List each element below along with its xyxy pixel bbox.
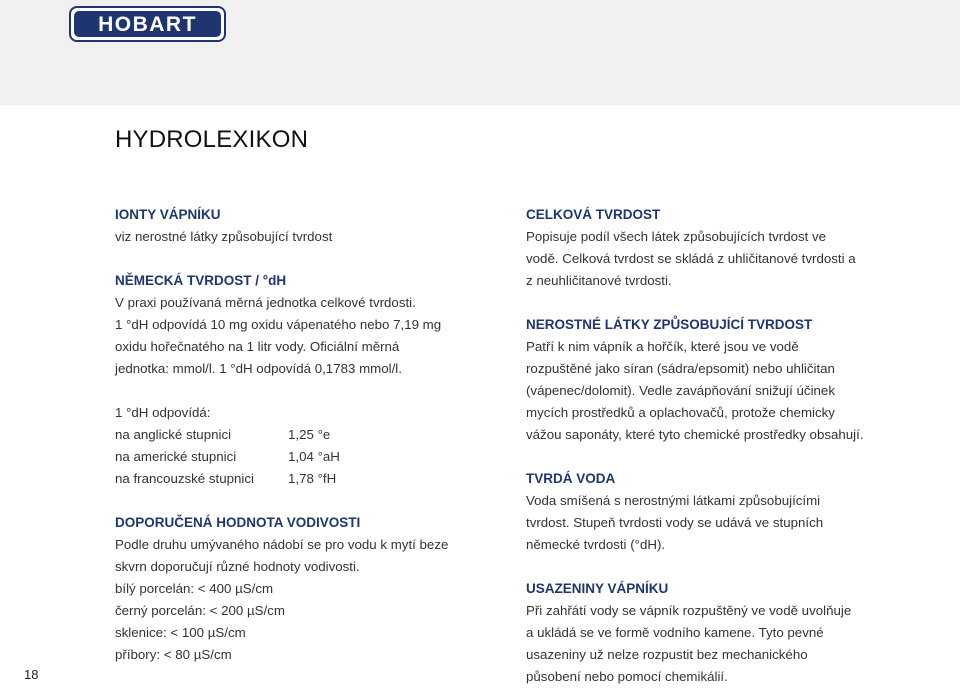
conversion-label: na americké stupnici xyxy=(115,449,237,464)
section-recommended-conductivity xyxy=(115,512,485,666)
body-line: jednotka: mmol/l. 1 °dH odpovídá 0,1783 mmol/l. xyxy=(115,361,402,376)
conversion-intro: 1 °dH odpovídá: xyxy=(115,405,211,420)
body-line: mycích prostředků a oplachovačů, protože chemicky xyxy=(526,405,835,420)
body-line: vážou saponáty, které tyto chemické prostředky obsahují. xyxy=(526,427,864,442)
section-heading: CELKOVÁ TVRDOST xyxy=(526,207,661,222)
conversion-row xyxy=(115,424,485,446)
conversion-row xyxy=(115,468,485,490)
page-title: HYDROLEXIKON xyxy=(115,126,309,153)
conversion-label: na francouzské stupnici xyxy=(115,471,254,486)
conversion-value: 1,78 °fH xyxy=(288,471,337,486)
body-line: příbory: < 80 µS/cm xyxy=(115,647,232,662)
hobart-logo xyxy=(69,6,226,42)
body-line: V praxi používaná měrná jednotka celkové tvrdosti. xyxy=(115,295,416,310)
body-line: rozpuštěné jako síran (sádra/epsomit) nebo uhličitan xyxy=(526,361,835,376)
body-line: Popisuje podíl všech látek způsobujících tvrdost ve xyxy=(526,229,827,244)
body-line: Voda smíšená s nerostnými látkami způsobujícími xyxy=(526,493,821,508)
body-line: bílý porcelán: < 400 µS/cm xyxy=(115,581,274,596)
section-german-hardness xyxy=(115,270,485,490)
body-line: tvrdost. Stupeň tvrdosti vody se udává ve stupních xyxy=(526,515,824,530)
body-line: viz nerostné látky způsobující tvrdost xyxy=(115,229,333,244)
left-column xyxy=(115,204,485,666)
body-line: německé tvrdosti (°dH). xyxy=(526,537,666,552)
body-line: sklenice: < 100 µS/cm xyxy=(115,625,246,640)
logo-text: HOBART xyxy=(98,13,197,36)
section-calcium-ions xyxy=(115,204,485,248)
conversion-label: na anglické stupnici xyxy=(115,427,232,442)
body-line: Při zahřátí vody se vápník rozpuštěný ve vodě uvolňuje xyxy=(526,603,852,618)
body-line: působení nebo pomocí chemikálií. xyxy=(526,669,728,684)
conversion-value: 1,25 °e xyxy=(288,427,331,442)
section-calcium-deposits xyxy=(526,578,926,688)
conversion-value: 1,04 °aH xyxy=(288,449,340,464)
section-heading: USAZENINY VÁPNÍKU xyxy=(526,581,669,596)
section-heading: IONTY VÁPNÍKU xyxy=(115,207,221,222)
conversion-row xyxy=(115,446,485,468)
body-line: oxidu hořečnatého na 1 litr vody. Oficiální měrná xyxy=(115,339,400,354)
body-line: Podle druhu umývaného nádobí se pro vodu k mytí beze xyxy=(115,537,449,552)
body-line: 1 °dH odpovídá 10 mg oxidu vápenatého nebo 7,19 mg xyxy=(115,317,442,332)
section-heading: NĚMECKÁ TVRDOST / °dH xyxy=(115,273,287,288)
section-heading: TVRDÁ VODA xyxy=(526,471,616,486)
header-bar xyxy=(0,0,960,105)
body-line: Patří k nim vápník a hořčík, které jsou ve vodě xyxy=(526,339,799,354)
body-line: usazeniny už nelze rozpustit bez mechanického xyxy=(526,647,808,662)
body-line: vodě. Celková tvrdost se skládá z uhličitanové tvrdosti a xyxy=(526,251,856,266)
body-line: z neuhličitanové tvrdosti. xyxy=(526,273,672,288)
page-number: 18 xyxy=(24,667,39,682)
logo-wordmark xyxy=(76,11,219,37)
section-heading: NEROSTNÉ LÁTKY ZPŮSOBUJÍCÍ TVRDOST xyxy=(526,317,813,332)
body-line: (vápenec/dolomit). Vedle zavápňování snižují účinek xyxy=(526,383,835,398)
section-heading: DOPORUČENÁ HODNOTA VODIVOSTI xyxy=(115,515,361,530)
logo-plate xyxy=(74,11,221,37)
body-line: a ukládá se ve formě vodního kamene. Tyto pevné xyxy=(526,625,824,640)
section-hard-water xyxy=(526,468,926,556)
right-column xyxy=(526,204,926,688)
section-hardness-minerals xyxy=(526,314,926,446)
section-total-hardness xyxy=(526,204,926,292)
body-line: skvrn doporučují různé hodnoty vodivosti. xyxy=(115,559,360,574)
body-line: černý porcelán: < 200 µS/cm xyxy=(115,603,285,618)
